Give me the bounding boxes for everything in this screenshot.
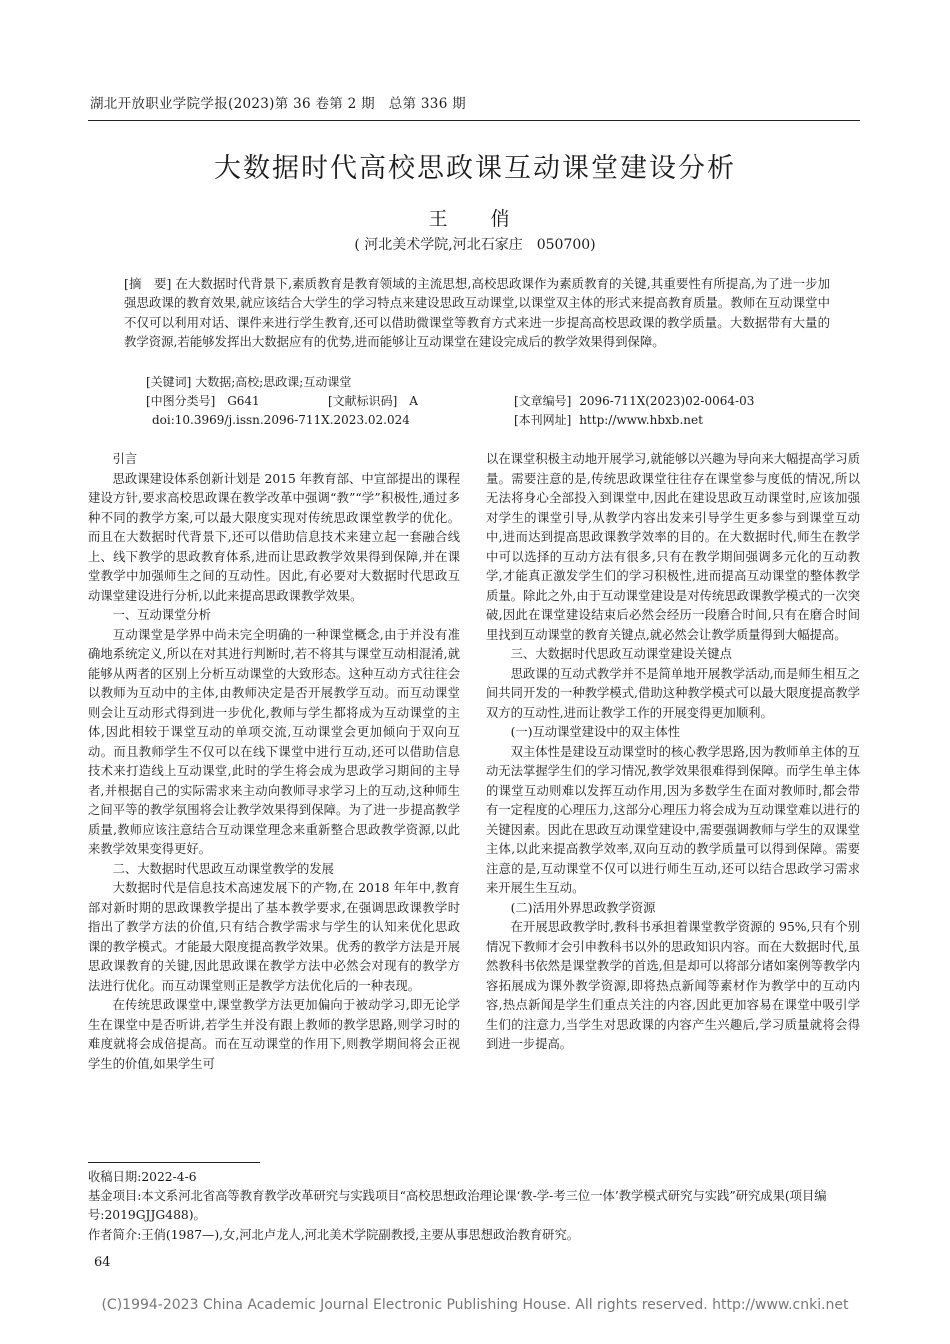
fund-note: 基金项目:本文系河北省高等教育教学改革研究与实践项目“高校思想政治理论课‘教-学-考三位一体’教学模式研究与实践”研究成果(项目编号:2019GJJG488)。 [88, 1189, 827, 1222]
page-number: 64 [94, 1255, 111, 1270]
article-number-field [514, 392, 754, 411]
author-bio: 作者简介:王俏(1987—),女,河北卢龙人,河北美术学院副教授,主要从事思想政治教育研究。 [88, 1228, 580, 1242]
paper-title: 大数据时代高校思政课互动课堂建设分析 [214, 153, 736, 184]
doc-code-value: A [409, 394, 418, 408]
keywords-line [146, 373, 351, 392]
clc-field [146, 392, 260, 411]
received-date: 收稿日期:2022-4-6 [88, 1170, 197, 1184]
section-heading: 三、大数据时代思政互动课堂建设关键点 [510, 647, 732, 661]
author-affiliation: ( 河北美术学院,河北石家庄 050700) [354, 237, 596, 253]
abstract-text: 在大数据时代背景下,素质教育是教育领域的主流思想,高校思政课作为素质教育的关键,其重要性有所提高,为了进一步加强思政课的教育效果,就应该结合大学生的学习特点来建设思政互动课堂,以课堂双主体的形式来提高教育质量。教师在互动课堂中不仅可以利用对话、课件来进行学生教育,还可以借助微课堂等教育方式来进一步提高高校思政课的教学质量。大数据带有大量的教学资源,若能够发挥出大数据应有的优势,进而能够让互动课堂在建设完成后的教学效果得到保障。 [124, 276, 830, 350]
article-number-value: 2096-711X(2023)02-0064-03 [579, 394, 755, 408]
paragraph: 在传统思政课堂中,课堂教学方法更加偏向于被动学习,即无论学生在课堂中是否听讲,若学生并没有跟上教师的教学思路,则学习时的难度就将会成倍提高。而在互动课堂的作用下,则教学期间将会正视学生的价值,如果学生可 [88, 998, 460, 1071]
paragraph: 双主体性是建设互动课堂时的核心教学思路,因为教师单主体的互动无法掌握学生们的学习情况,教学效果很难得到保障。而学生单主体的课堂互动则难以发挥互动作用,因为多数学生在面对教师时,都会带有一定程度的心理压力,这部分心理压力将会成为互动课堂难以进行的关键因素。因此在思政互动课堂建设中,需要强调教师与学生的双课堂主体,以此来提高教学效率,双向互动的教学质量可以得到保障。需要注意的是,互动课堂不仅可以进行师生互动,还可以结合思政学习需求来开展生生互动。 [486, 744, 860, 895]
section-heading: 二、大数据时代思政互动课堂教学的发展 [112, 861, 334, 876]
copyright-notice: (C)1994-2023 China Academic Journal Electronic Publishing House. All rights reserved. http://www.cnki.net [101, 1297, 849, 1313]
footnote-rule [88, 1162, 260, 1163]
paragraph: 以在课堂积极主动地开展学习,就能够以兴趣为导向来大幅提高学习质量。需要注意的是,传统思政课堂往往存在课堂参与度低的情况,所以无法将身心全部投入到课堂中,因此在建设思政互动课堂时,应该加强对学生的课堂引导,从教学内容出发来引导学生更多参与到课堂互动中,进而达到提高思政课教学效率的目的。在大数据时代,师生在教学中可以选择的互动方法有很多,只有在教学期间强调多元化的互动教学,才能真正激发学生们的学习积极性,进而提高互动课堂的整体教学质量。除此之外,由于互动课堂建设是对传统思政课教学模式的一次突破,因此在课堂建设结束后必然会经历一段磨合时间,只有在磨合时间里找到互动课堂的教育关键点,就必然会让教学质量得到大幅提高。 [486, 452, 860, 642]
subsection-heading: (一)互动课堂建设中的双主体性 [510, 725, 681, 739]
intro-heading: 引言 [112, 452, 138, 466]
paragraph: 大数据时代是信息技术高速发展下的产物,在 2018 年年中,教育部对新时期的思政课教学提出了基本教学要求,在强调思政课教学时指出了教学方法的价值,只有结合教学需求与学生的认知来优化思政课的教学模式。才能最大限度提高教学效果。优秀的教学方法是开展思政课教育的关键,因此思政课在教学方法中必然会对现有的教学方法进行优化。而互动课堂则正是教学方法优化后的一种表现。 [88, 881, 460, 993]
paragraph: 互动课堂是学界中尚未完全明确的一种课堂概念,由于并没有准确地系统定义,所以在对其进行判断时,若不将其与课堂互动相混淆,就能够从两者的区别上分析互动课堂的大致形态。这种互动方式往往会以教师为互动中的主体,由教师决定是否开展教学互动。而互动课堂则会让互动形式得到进一步优化,教师与学生都将成为互动课堂的主体,因此相较于课堂互动的单项交流,互动课堂会更加倾向于双向互动。而且教师学生不仅可以在线下课堂中进行互动,还可以借助信息技术来打造线上互动课堂,此时的学生将会成为思政学习期间的主导者,并根据自己的实际需求来主动向教师寻求学习上的互动,这种师生之间平等的教学氛围将会让教学效果得到保障。为了进一步提高教学质量,教师应该注意结合互动课堂理念来重新整合思政教学资源,以此来教学效果变得更好。 [88, 627, 460, 856]
journal-site-field [514, 411, 703, 430]
journal-site-link[interactable]: http://www.hbxb.net [579, 413, 703, 427]
right-column [486, 450, 860, 1055]
left-column [88, 450, 460, 1074]
journal-header: 湖北开放职业学院学报(2023)第 36 卷第 2 期 总第 336 期 [90, 96, 466, 112]
paragraph: 思政课建设体系创新计划是 2015 年教育部、中宣部提出的课程建设方针,要求高校思政课在教学改革中强调“教”“学”积极性,通过多种不同的教学方案,可以最大限度实现对传统思政课堂教学的优化。而且在大数据时代背景下,还可以借助信息技术来建立起一套融合线上、线下教学的思政教育体系,进而让思政教学效果得到保障,并在课堂教学中加强师生之间的互动性。因此,有必要对大数据时代思政互动课堂建设进行分析,以此来提高思政课教学效果。 [88, 471, 460, 603]
doi: doi:10.3969/j.issn.2096-711X.2023.02.024 [152, 413, 410, 427]
header-rule [88, 120, 860, 121]
clc-value: G641 [227, 394, 260, 408]
doc-code-label: [文献标识码] [328, 394, 398, 408]
author-name: 王 俏 [428, 208, 522, 230]
doc-code-field [328, 392, 418, 411]
abstract-label: [摘 要] [124, 276, 172, 291]
paragraph: 思政课的互动式教学并不是简单地开展教学活动,而是师生相互之间共同开发的一种教学模式,借助这种教学模式可以最大限度提高教学双方的互动性,进而让教学工作的开展变得更加顺利。 [486, 666, 860, 720]
paragraph: 在开展思政教学时,教科书承担着课堂教学资源的 95%,只有个别情况下教师才会引申教科书以外的思政知识内容。而在大数据时代,虽然教科书依然是课堂教学的首选,但是却可以将部分诸如案例等教学内容拓展成为课外教学资源,即将热点新闻等素材作为教学中的互动内容,热点新闻是学生们重点关注的内容,因此更加容易在课堂中吸引学生们的注意力,当学生对思政课的内容产生兴趣后,学习质量就将会得到进一步提高。 [486, 920, 860, 1051]
subsection-heading: (二)活用外界思政教学资源 [510, 900, 656, 915]
journal-site-label: [本刊网址] [514, 413, 572, 427]
clc-label: [中图分类号] [146, 394, 216, 408]
article-number-label: [文章编号] [514, 394, 572, 408]
section-heading: 一、互动课堂分析 [112, 608, 211, 622]
abstract-block [124, 274, 830, 352]
keywords-label: [关键词] [146, 375, 192, 389]
keywords-text: 大数据;高校;思政课;互动课堂 [195, 375, 352, 389]
